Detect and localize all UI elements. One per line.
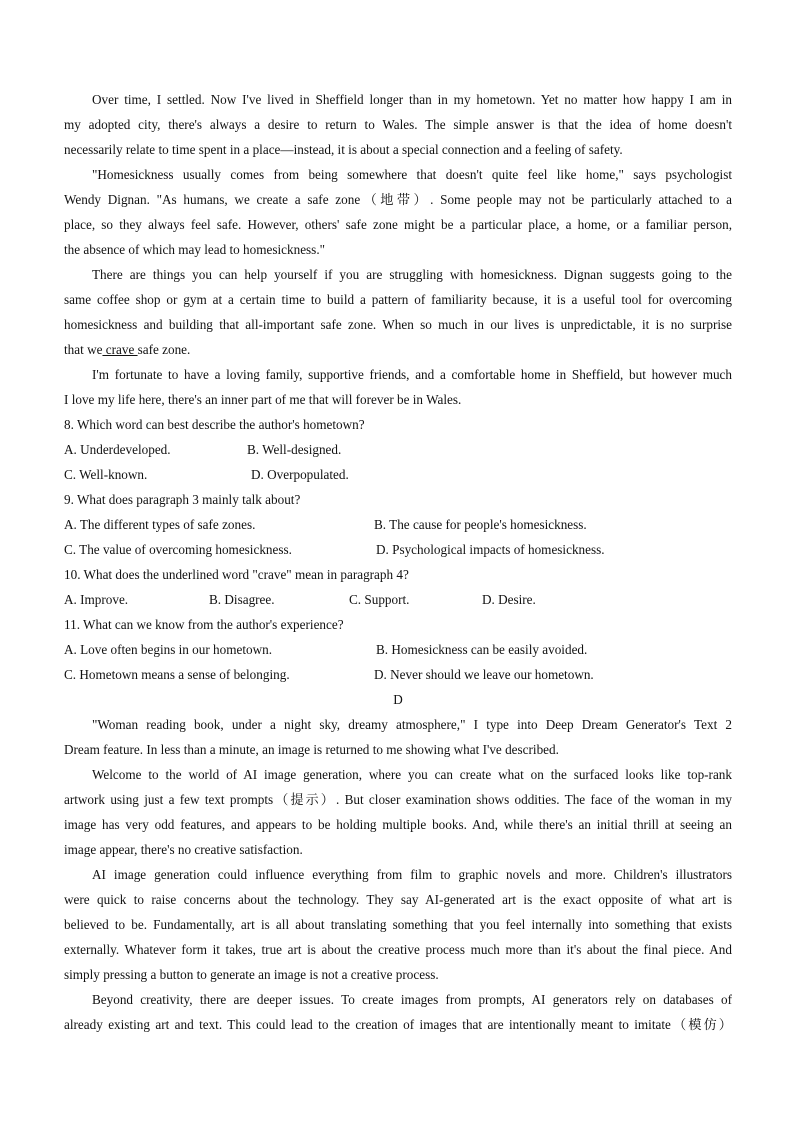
option-row <box>64 587 732 612</box>
question-stem: 11. What can we know from the author's experience? <box>64 617 344 632</box>
option-d: D. Psychological impacts of homesickness. <box>376 542 605 557</box>
text-line: Wendy Dignan. "As humans, we create a safe zone（地带）. Some people may not be particularly attached to a <box>64 192 732 207</box>
text-line: I love my life here, there's an inner part of me that will forever be in Wales. <box>64 392 462 407</box>
text-line: There are things you can help yourself if you are struggling with homesickness. Dignan suggests going to the <box>92 267 732 282</box>
text-line: artwork using just a few text prompts（提示）. But closer examination shows oddities. The face of the woman in my <box>64 792 732 807</box>
option-c: C. Support. <box>349 592 410 607</box>
option-a: A. Underdeveloped. <box>64 442 171 457</box>
text-line: image has very odd features, and appears to be holding multiple books. And, while there's an initial thrill at seeing an <box>64 817 732 832</box>
text-line: necessarily relate to time spent in a place—instead, it is about a special connection and a feeling of safety. <box>64 142 623 157</box>
option-d: D. Overpopulated. <box>251 467 349 482</box>
text-line: simply pressing a button to generate an image is not a creative process. <box>64 967 439 982</box>
text-line: already existing art and text. This could lead to the creation of images that are intentionally meant to imitate（模仿） <box>64 1017 732 1032</box>
option-d: D. Never should we leave our hometown. <box>374 667 594 682</box>
text-line: image appear, there's no creative satisfaction. <box>64 842 303 857</box>
option-b: B. The cause for people's homesickness. <box>374 517 587 532</box>
text-line: Dream feature. In less than a minute, an image is returned to me showing what I've described. <box>64 742 559 757</box>
question-stem: 8. Which word can best describe the author's hometown? <box>64 417 365 432</box>
option-row <box>64 437 732 462</box>
text-line: were quick to raise concerns about the technology. They say AI-generated art is the exact opposite of what art is <box>64 892 732 907</box>
text-line: homesickness and building that all-important safe zone. When so much in our lives is unpredictable, it is no surprise <box>64 317 732 332</box>
option-row <box>64 637 732 662</box>
text-line: externally. Whatever form it takes, true art is about the creative process much more than it's about the final piece. And <box>64 942 732 957</box>
text-fragment: safe zone. <box>137 342 191 357</box>
option-b: B. Disagree. <box>209 592 275 607</box>
option-a: A. Love often begins in our hometown. <box>64 642 273 657</box>
option-row <box>64 462 732 487</box>
passage-heading: D <box>393 692 403 707</box>
option-row <box>64 662 732 687</box>
option-c: C. The value of overcoming homesickness. <box>64 542 292 557</box>
text-fragment: that we <box>64 342 103 357</box>
text-line: Welcome to the world of AI image generation, where you can create what on the surfaced looks like top-rank <box>92 767 732 782</box>
question-stem: 9. What does paragraph 3 mainly talk about? <box>64 492 301 507</box>
page-content <box>64 87 732 1037</box>
text-line: "Homesickness usually comes from being somewhere that doesn't quite feel like home," says psychologist <box>92 167 732 182</box>
option-row <box>64 512 732 537</box>
option-c: C. Hometown means a sense of belonging. <box>64 667 290 682</box>
text-line: I'm fortunate to have a loving family, supportive friends, and a comfortable home in Sheffield, but however much <box>92 367 732 382</box>
option-b: B. Well-designed. <box>247 442 342 457</box>
text-line: "Woman reading book, under a night sky, dreamy atmosphere," I type into Deep Dream Generator's Text 2 <box>92 717 732 732</box>
text-line: Over time, I settled. Now I've lived in Sheffield longer than in my hometown. Yet no matter how happy I am in <box>92 92 732 107</box>
text-line: place, so they always feel safe. However, others' safe zone might be a particular place, a home, or a familiar person, <box>64 217 732 232</box>
option-b: B. Homesickness can be easily avoided. <box>376 642 588 657</box>
option-a: A. Improve. <box>64 592 129 607</box>
option-row <box>64 537 732 562</box>
question-stem: 10. What does the underlined word "crave" mean in paragraph 4? <box>64 567 409 582</box>
option-c: C. Well-known. <box>64 467 148 482</box>
option-a: A. The different types of safe zones. <box>64 517 256 532</box>
text-line: my adopted city, there's always a desire to return to Wales. The simple answer is that the idea of home doesn't <box>64 117 732 132</box>
text-line: Beyond creativity, there are deeper issues. To create images from prompts, AI generators rely on databases of <box>92 992 732 1007</box>
text-line: believed to be. Fundamentally, art is all about translating something that you feel internally into something that exists <box>64 917 732 932</box>
text-line: same coffee shop or gym at a certain time to build a pattern of familiarity because, it is a useful tool for overcoming <box>64 292 732 307</box>
text-line <box>64 337 732 362</box>
underlined-word-crave: crave <box>102 342 138 357</box>
text-line: AI image generation could influence everything from film to graphic novels and more. Children's illustrators <box>92 867 732 882</box>
option-d: D. Desire. <box>482 592 536 607</box>
text-line: the absence of which may lead to homesickness." <box>64 242 325 257</box>
